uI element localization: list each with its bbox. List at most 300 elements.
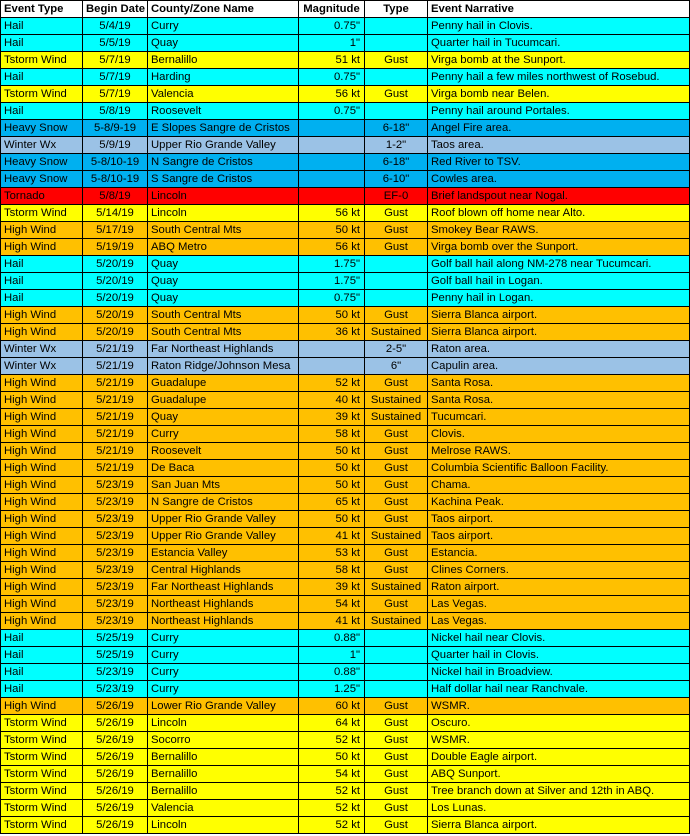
table-row — [1, 783, 690, 800]
table-row — [1, 171, 690, 188]
event-type-cell: High Wind — [1, 324, 83, 341]
begin-date-cell: 5/23/19 — [83, 528, 148, 545]
header-narrative: Event Narrative — [428, 1, 690, 18]
type-cell: Gust — [365, 817, 428, 834]
type-cell: Gust — [365, 562, 428, 579]
type-cell: Sustained — [365, 392, 428, 409]
magnitude-cell: 56 kt — [299, 86, 365, 103]
narrative-cell: Nickel hail near Clovis. — [428, 630, 690, 647]
event-type-cell: High Wind — [1, 426, 83, 443]
magnitude-cell: 39 kt — [299, 409, 365, 426]
magnitude-cell: 40 kt — [299, 392, 365, 409]
magnitude-cell: 0.88" — [299, 630, 365, 647]
event-type-cell: High Wind — [1, 375, 83, 392]
county-cell: South Central Mts — [148, 307, 299, 324]
table-row — [1, 443, 690, 460]
event-type-cell: High Wind — [1, 477, 83, 494]
magnitude-cell: 0.88" — [299, 664, 365, 681]
event-type-cell: Hail — [1, 664, 83, 681]
table-row — [1, 35, 690, 52]
begin-date-cell: 5/8/19 — [83, 103, 148, 120]
type-cell: Gust — [365, 222, 428, 239]
type-cell: 6" — [365, 358, 428, 375]
magnitude-cell: 58 kt — [299, 426, 365, 443]
table-row — [1, 103, 690, 120]
table-row — [1, 409, 690, 426]
magnitude-cell: 1.75" — [299, 273, 365, 290]
type-cell: Gust — [365, 545, 428, 562]
table-row — [1, 239, 690, 256]
table-row — [1, 324, 690, 341]
begin-date-cell: 5/20/19 — [83, 307, 148, 324]
narrative-cell: Raton airport. — [428, 579, 690, 596]
begin-date-cell: 5/7/19 — [83, 86, 148, 103]
table-row — [1, 664, 690, 681]
county-cell: Curry — [148, 647, 299, 664]
table-row — [1, 137, 690, 154]
type-cell: Sustained — [365, 528, 428, 545]
header-type: Type — [365, 1, 428, 18]
table-row — [1, 817, 690, 834]
type-cell: Gust — [365, 426, 428, 443]
narrative-cell: Oscuro. — [428, 715, 690, 732]
table-row — [1, 698, 690, 715]
table-row — [1, 358, 690, 375]
county-cell: Lincoln — [148, 817, 299, 834]
narrative-cell: Capulin area. — [428, 358, 690, 375]
magnitude-cell: 52 kt — [299, 817, 365, 834]
table-row — [1, 630, 690, 647]
magnitude-cell: 64 kt — [299, 715, 365, 732]
narrative-cell: Chama. — [428, 477, 690, 494]
begin-date-cell: 5/17/19 — [83, 222, 148, 239]
narrative-cell: Clovis. — [428, 426, 690, 443]
type-cell: 6-10" — [365, 171, 428, 188]
narrative-cell: WSMR. — [428, 732, 690, 749]
narrative-cell: Golf ball hail in Logan. — [428, 273, 690, 290]
event-type-cell: Tstorm Wind — [1, 749, 83, 766]
table-row — [1, 613, 690, 630]
narrative-cell: Sierra Blanca airport. — [428, 817, 690, 834]
table-row — [1, 562, 690, 579]
type-cell: Gust — [365, 766, 428, 783]
type-cell: Gust — [365, 800, 428, 817]
begin-date-cell: 5/23/19 — [83, 511, 148, 528]
county-cell: Curry — [148, 664, 299, 681]
event-type-cell: Heavy Snow — [1, 171, 83, 188]
begin-date-cell: 5/9/19 — [83, 137, 148, 154]
table-row — [1, 86, 690, 103]
type-cell — [365, 290, 428, 307]
narrative-cell: Los Lunas. — [428, 800, 690, 817]
county-cell: Bernalillo — [148, 749, 299, 766]
begin-date-cell: 5/7/19 — [83, 52, 148, 69]
magnitude-cell: 0.75" — [299, 18, 365, 35]
narrative-cell: Quarter hail in Clovis. — [428, 647, 690, 664]
table-row — [1, 596, 690, 613]
narrative-cell: Columbia Scientific Balloon Facility. — [428, 460, 690, 477]
narrative-cell: ABQ Sunport. — [428, 766, 690, 783]
county-cell: Guadalupe — [148, 375, 299, 392]
county-cell: Northeast Highlands — [148, 613, 299, 630]
narrative-cell: Smokey Bear RAWS. — [428, 222, 690, 239]
county-cell: Quay — [148, 35, 299, 52]
county-cell: Valencia — [148, 86, 299, 103]
narrative-cell: Red River to TSV. — [428, 154, 690, 171]
event-type-cell: Hail — [1, 273, 83, 290]
narrative-cell: Penny hail around Portales. — [428, 103, 690, 120]
magnitude-cell: 50 kt — [299, 443, 365, 460]
county-cell: Quay — [148, 409, 299, 426]
magnitude-cell: 36 kt — [299, 324, 365, 341]
table-row — [1, 18, 690, 35]
magnitude-cell: 50 kt — [299, 222, 365, 239]
magnitude-cell: 58 kt — [299, 562, 365, 579]
narrative-cell: Angel Fire area. — [428, 120, 690, 137]
begin-date-cell: 5/23/19 — [83, 545, 148, 562]
magnitude-cell — [299, 188, 365, 205]
type-cell: Gust — [365, 477, 428, 494]
begin-date-cell: 5/21/19 — [83, 358, 148, 375]
begin-date-cell: 5/7/19 — [83, 69, 148, 86]
type-cell: Gust — [365, 511, 428, 528]
table-row — [1, 307, 690, 324]
narrative-cell: Kachina Peak. — [428, 494, 690, 511]
table-row — [1, 375, 690, 392]
type-cell: Gust — [365, 86, 428, 103]
magnitude-cell: 54 kt — [299, 766, 365, 783]
county-cell: Far Northeast Highlands — [148, 579, 299, 596]
county-cell: Bernalillo — [148, 783, 299, 800]
begin-date-cell: 5/26/19 — [83, 783, 148, 800]
begin-date-cell: 5/26/19 — [83, 698, 148, 715]
narrative-cell: Virga bomb over the Sunport. — [428, 239, 690, 256]
begin-date-cell: 5/20/19 — [83, 273, 148, 290]
event-type-cell: High Wind — [1, 579, 83, 596]
county-cell: Socorro — [148, 732, 299, 749]
begin-date-cell: 5/26/19 — [83, 766, 148, 783]
narrative-cell: Half dollar hail near Ranchvale. — [428, 681, 690, 698]
begin-date-cell: 5/26/19 — [83, 715, 148, 732]
begin-date-cell: 5-8/10-19 — [83, 171, 148, 188]
magnitude-cell — [299, 137, 365, 154]
type-cell — [365, 35, 428, 52]
type-cell — [365, 18, 428, 35]
event-type-cell: High Wind — [1, 562, 83, 579]
event-type-cell: High Wind — [1, 545, 83, 562]
event-type-cell: Hail — [1, 681, 83, 698]
table-row — [1, 732, 690, 749]
narrative-cell: Raton area. — [428, 341, 690, 358]
county-cell: Quay — [148, 256, 299, 273]
table-row — [1, 154, 690, 171]
type-cell: Gust — [365, 749, 428, 766]
type-cell: Gust — [365, 375, 428, 392]
county-cell: Upper Rio Grande Valley — [148, 137, 299, 154]
header-begin-date: Begin Date — [83, 1, 148, 18]
table-row — [1, 52, 690, 69]
magnitude-cell: 0.75" — [299, 103, 365, 120]
type-cell: Gust — [365, 460, 428, 477]
type-cell: Gust — [365, 307, 428, 324]
magnitude-cell: 52 kt — [299, 732, 365, 749]
magnitude-cell: 41 kt — [299, 613, 365, 630]
header-county: County/Zone Name — [148, 1, 299, 18]
narrative-cell: Clines Corners. — [428, 562, 690, 579]
narrative-cell: Taos area. — [428, 137, 690, 154]
narrative-cell: Roof blown off home near Alto. — [428, 205, 690, 222]
event-type-cell: Hail — [1, 69, 83, 86]
magnitude-cell: 56 kt — [299, 205, 365, 222]
event-type-cell: Tstorm Wind — [1, 783, 83, 800]
magnitude-cell: 51 kt — [299, 52, 365, 69]
begin-date-cell: 5/5/19 — [83, 35, 148, 52]
event-type-cell: Winter Wx — [1, 341, 83, 358]
narrative-cell: Quarter hail in Tucumcari. — [428, 35, 690, 52]
county-cell: Lower Rio Grande Valley — [148, 698, 299, 715]
magnitude-cell: 50 kt — [299, 511, 365, 528]
event-type-cell: Hail — [1, 630, 83, 647]
table-row — [1, 392, 690, 409]
narrative-cell: Cowles area. — [428, 171, 690, 188]
header-event-type: Event Type — [1, 1, 83, 18]
magnitude-cell — [299, 358, 365, 375]
event-type-cell: Hail — [1, 18, 83, 35]
county-cell: Lincoln — [148, 205, 299, 222]
magnitude-cell: 54 kt — [299, 596, 365, 613]
county-cell: Harding — [148, 69, 299, 86]
begin-date-cell: 5/21/19 — [83, 392, 148, 409]
table-row — [1, 188, 690, 205]
begin-date-cell: 5/20/19 — [83, 256, 148, 273]
type-cell: Sustained — [365, 579, 428, 596]
table-row — [1, 290, 690, 307]
event-type-cell: High Wind — [1, 222, 83, 239]
event-type-cell: Tstorm Wind — [1, 715, 83, 732]
county-cell: S Sangre de Cristos — [148, 171, 299, 188]
magnitude-cell — [299, 154, 365, 171]
county-cell: Guadalupe — [148, 392, 299, 409]
magnitude-cell: 50 kt — [299, 477, 365, 494]
begin-date-cell: 5/26/19 — [83, 800, 148, 817]
narrative-cell: Double Eagle airport. — [428, 749, 690, 766]
event-type-cell: Winter Wx — [1, 137, 83, 154]
type-cell: 1-2" — [365, 137, 428, 154]
magnitude-cell: 1.75" — [299, 256, 365, 273]
narrative-cell: Virga bomb at the Sunport. — [428, 52, 690, 69]
type-cell: Gust — [365, 698, 428, 715]
county-cell: N Sangre de Cristos — [148, 154, 299, 171]
table-row — [1, 715, 690, 732]
county-cell: Estancia Valley — [148, 545, 299, 562]
narrative-cell: Melrose RAWS. — [428, 443, 690, 460]
type-cell: Gust — [365, 205, 428, 222]
magnitude-cell: 56 kt — [299, 239, 365, 256]
magnitude-cell: 41 kt — [299, 528, 365, 545]
begin-date-cell: 5/23/19 — [83, 477, 148, 494]
narrative-cell: Penny hail a few miles northwest of Rosebud. — [428, 69, 690, 86]
type-cell — [365, 273, 428, 290]
event-type-cell: Winter Wx — [1, 358, 83, 375]
begin-date-cell: 5/23/19 — [83, 681, 148, 698]
header-magnitude: Magnitude — [299, 1, 365, 18]
county-cell: Bernalillo — [148, 766, 299, 783]
begin-date-cell: 5/21/19 — [83, 341, 148, 358]
table-row — [1, 766, 690, 783]
event-type-cell: High Wind — [1, 494, 83, 511]
event-type-cell: Hail — [1, 35, 83, 52]
event-type-cell: High Wind — [1, 528, 83, 545]
event-type-cell: High Wind — [1, 239, 83, 256]
begin-date-cell: 5/8/19 — [83, 188, 148, 205]
type-cell: Sustained — [365, 409, 428, 426]
event-type-cell: High Wind — [1, 409, 83, 426]
type-cell — [365, 681, 428, 698]
narrative-cell: Penny hail in Logan. — [428, 290, 690, 307]
county-cell: Curry — [148, 630, 299, 647]
type-cell: 6-18" — [365, 154, 428, 171]
county-cell: South Central Mts — [148, 324, 299, 341]
narrative-cell: Estancia. — [428, 545, 690, 562]
begin-date-cell: 5/20/19 — [83, 324, 148, 341]
begin-date-cell: 5/4/19 — [83, 18, 148, 35]
county-cell: Quay — [148, 273, 299, 290]
county-cell: De Baca — [148, 460, 299, 477]
narrative-cell: Penny hail in Clovis. — [428, 18, 690, 35]
table-row — [1, 205, 690, 222]
magnitude-cell: 39 kt — [299, 579, 365, 596]
county-cell: Roosevelt — [148, 443, 299, 460]
begin-date-cell: 5/23/19 — [83, 579, 148, 596]
table-row — [1, 426, 690, 443]
table-row — [1, 341, 690, 358]
county-cell: Lincoln — [148, 715, 299, 732]
event-type-cell: Hail — [1, 256, 83, 273]
type-cell — [365, 630, 428, 647]
county-cell: Bernalillo — [148, 52, 299, 69]
event-type-cell: Tstorm Wind — [1, 817, 83, 834]
event-type-cell: Hail — [1, 647, 83, 664]
table-row — [1, 120, 690, 137]
narrative-cell: Las Vegas. — [428, 613, 690, 630]
begin-date-cell: 5/26/19 — [83, 732, 148, 749]
type-cell: Gust — [365, 596, 428, 613]
county-cell: Curry — [148, 18, 299, 35]
county-cell: Roosevelt — [148, 103, 299, 120]
type-cell: Gust — [365, 715, 428, 732]
event-type-cell: Hail — [1, 290, 83, 307]
type-cell: Sustained — [365, 613, 428, 630]
type-cell — [365, 647, 428, 664]
type-cell: Gust — [365, 239, 428, 256]
event-type-cell: High Wind — [1, 511, 83, 528]
header-row — [1, 1, 690, 18]
magnitude-cell: 65 kt — [299, 494, 365, 511]
type-cell — [365, 664, 428, 681]
table-row — [1, 749, 690, 766]
narrative-cell: Sierra Blanca airport. — [428, 324, 690, 341]
type-cell: 2-5" — [365, 341, 428, 358]
event-type-cell: Tstorm Wind — [1, 766, 83, 783]
county-cell: Central Highlands — [148, 562, 299, 579]
table-row — [1, 545, 690, 562]
table-row — [1, 477, 690, 494]
county-cell: Curry — [148, 426, 299, 443]
table-body — [1, 18, 690, 834]
begin-date-cell: 5/25/19 — [83, 630, 148, 647]
event-type-cell: High Wind — [1, 613, 83, 630]
county-cell: San Juan Mts — [148, 477, 299, 494]
begin-date-cell: 5/21/19 — [83, 426, 148, 443]
event-type-cell: Tstorm Wind — [1, 86, 83, 103]
magnitude-cell: 0.75" — [299, 69, 365, 86]
magnitude-cell: 53 kt — [299, 545, 365, 562]
type-cell: Gust — [365, 52, 428, 69]
county-cell: E Slopes Sangre de Cristos — [148, 120, 299, 137]
table-row — [1, 800, 690, 817]
event-type-cell: High Wind — [1, 460, 83, 477]
type-cell — [365, 256, 428, 273]
event-type-cell: Hail — [1, 103, 83, 120]
magnitude-cell: 50 kt — [299, 307, 365, 324]
county-cell: Valencia — [148, 800, 299, 817]
magnitude-cell — [299, 120, 365, 137]
begin-date-cell: 5-8/9-19 — [83, 120, 148, 137]
event-type-cell: Tstorm Wind — [1, 52, 83, 69]
event-type-cell: Tornado — [1, 188, 83, 205]
narrative-cell: Taos airport. — [428, 528, 690, 545]
magnitude-cell: 1" — [299, 35, 365, 52]
magnitude-cell — [299, 341, 365, 358]
county-cell: South Central Mts — [148, 222, 299, 239]
begin-date-cell: 5/25/19 — [83, 647, 148, 664]
magnitude-cell: 52 kt — [299, 783, 365, 800]
table-row — [1, 494, 690, 511]
event-type-cell: Heavy Snow — [1, 154, 83, 171]
begin-date-cell: 5/14/19 — [83, 205, 148, 222]
type-cell — [365, 103, 428, 120]
magnitude-cell: 1.25" — [299, 681, 365, 698]
magnitude-cell: 50 kt — [299, 460, 365, 477]
event-type-cell: High Wind — [1, 443, 83, 460]
magnitude-cell: 52 kt — [299, 375, 365, 392]
type-cell: Sustained — [365, 324, 428, 341]
county-cell: Raton Ridge/Johnson Mesa — [148, 358, 299, 375]
begin-date-cell: 5/26/19 — [83, 817, 148, 834]
event-type-cell: Heavy Snow — [1, 120, 83, 137]
table-row — [1, 681, 690, 698]
type-cell: Gust — [365, 732, 428, 749]
begin-date-cell: 5/21/19 — [83, 409, 148, 426]
type-cell: 6-18" — [365, 120, 428, 137]
narrative-cell: Las Vegas. — [428, 596, 690, 613]
county-cell: ABQ Metro — [148, 239, 299, 256]
magnitude-cell: 0.75" — [299, 290, 365, 307]
narrative-cell: Golf ball hail along NM-278 near Tucumcari. — [428, 256, 690, 273]
narrative-cell: Tree branch down at Silver and 12th in ABQ. — [428, 783, 690, 800]
county-cell: Curry — [148, 681, 299, 698]
narrative-cell: Sierra Blanca airport. — [428, 307, 690, 324]
event-type-cell: High Wind — [1, 392, 83, 409]
county-cell: Northeast Highlands — [148, 596, 299, 613]
begin-date-cell: 5/23/19 — [83, 596, 148, 613]
begin-date-cell: 5/23/19 — [83, 562, 148, 579]
magnitude-cell: 60 kt — [299, 698, 365, 715]
narrative-cell: Santa Rosa. — [428, 392, 690, 409]
table-row — [1, 273, 690, 290]
table-row — [1, 256, 690, 273]
type-cell: Gust — [365, 783, 428, 800]
